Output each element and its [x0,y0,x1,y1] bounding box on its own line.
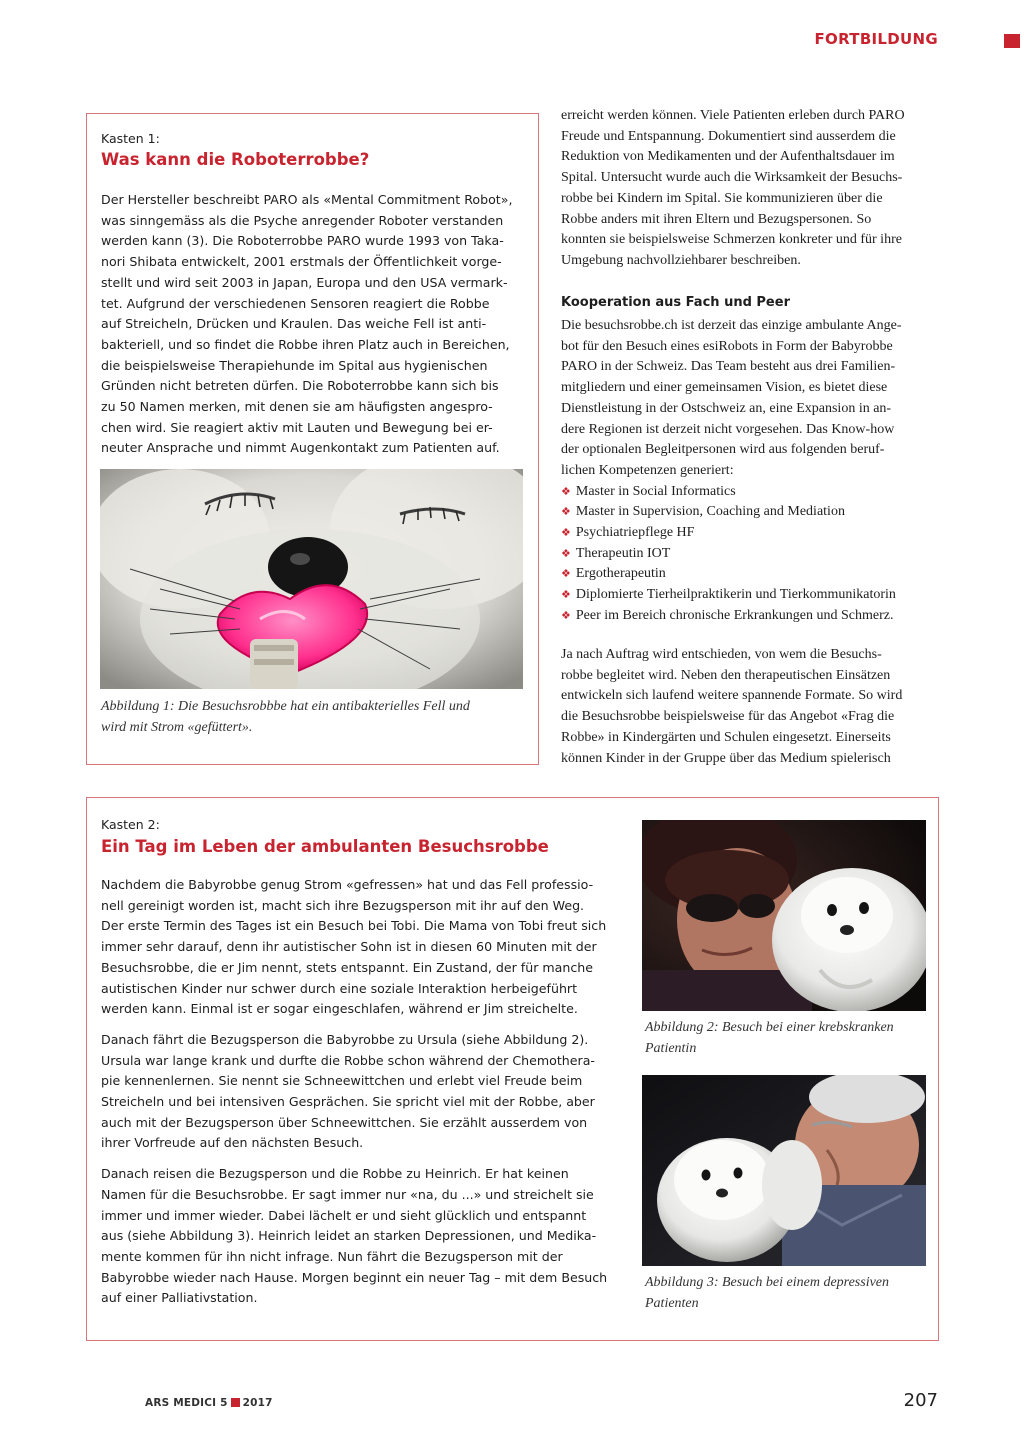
footer-square-icon [231,1398,240,1407]
list-item: ❖ Diplomierte Tierheilpraktikerin und Tierkommunikatorin [561,587,896,603]
caption-line: wird mit Strom «gefüttert». [101,719,253,735]
caption-line: Abbildung 3: Besuch bei einem depressiven [645,1275,890,1290]
text-line: Besuchsrobbe, die er Jim nennt, stets entspannt. Ein Zustand, der für manche [101,959,594,975]
right-column [561,106,937,272]
text-line: neuter Ansprache und nimmt Augenkontakt zum Patienten auf. [101,440,500,456]
text-line: Danach reisen die Bezugsperson und die Robbe zu Heinrich. Er hat keinen [101,1166,569,1182]
text-line: Babyrobbe wieder nach Hause. Morgen beginnt ein neuer Tag – mit dem Besuch [101,1269,608,1285]
text-line: werden kann. Einmal ist er sogar eingeschlafen, während er Jim streichelte. [101,1001,578,1017]
diamond-bullet-icon: ❖ [561,527,571,540]
text-line: der optionalen Begleitpersonen wird aus folgenden beruf- [561,442,885,458]
journal-name: ARS MEDICI 5 [145,1397,228,1409]
right-column-para3 [561,645,937,769]
text-line: Namen für die Besuchsrobbe. Er sagt immer nur «na, du ...» und streichelt sie [101,1186,594,1202]
text-line: konnten sie beispielsweise Schmerzen konkreter und für ihre [561,232,902,248]
caption-line: Abbildung 2: Besuch bei einer krebskranken [645,1020,894,1035]
text-line: bakteriell, und so findet die Robbe ihren Platz auch in Bereichen, [101,336,510,352]
figure2-image [642,820,926,1011]
text-line: Danach fährt die Bezugsperson die Babyrobbe zu Ursula (siehe Abbildung 2). [101,1031,589,1047]
text-line: Spital. Untersucht wurde auch die Wirksamkeit der Besuchs- [561,170,903,186]
figure2-caption [645,1018,931,1059]
text-line: Ja nach Auftrag wird entschieden, von wem die Besuchs- [561,647,882,662]
kasten1-label: Kasten 1: [101,131,160,146]
kasten2-label: Kasten 2: [101,817,160,832]
caption-line: Abbildung 1: Die Besuchsrobbbe hat ein antibakterielles Fell und [101,699,470,714]
corner-accent-square [1004,34,1020,48]
text-line: Die besuchsrobbe.ch ist derzeit das einzige ambulante Ange- [561,318,902,333]
text-line: chen wird. Sie reagiert aktiv mit Lauten und Bewegung bei er- [101,419,493,435]
figure3-image [642,1075,926,1266]
text-line: erreicht werden können. Viele Patienten erleben durch PARO [561,108,905,123]
text-line: Streicheln und bei intensiven Gesprächen. Sie spricht viel mit der Robbe, aber [101,1094,595,1110]
text-line: mente kommen für ihn nicht infrage. Nun fährt die Bezugsperson mit der [101,1248,563,1264]
text-line: lichen Kompetenzen generiert: [561,462,734,478]
text-line: Robbe» in Kindergärten und Schulen eingesetzt. Einerseits [561,729,891,745]
text-line: mitgliedern und einer gemeinsamen Vision, es bietet diese [561,380,888,396]
text-line: auf einer Palliativstation. [101,1290,258,1306]
kasten2-text [101,875,615,1309]
section-label: FORTBILDUNG [814,30,938,48]
text-line: zu 50 Namen merken, mit denen sie am häufigsten angespro- [101,399,493,415]
subheading: Kooperation aus Fach und Peer [561,295,790,310]
text-line: Der Hersteller beschreibt PARO als «Mental Commitment Robot», [101,192,513,207]
page-number: 207 [903,1390,938,1411]
list-item: ❖ Peer im Bereich chronische Erkrankungen und Schmerz. [561,607,894,623]
right-column-para2 [561,316,937,627]
figure3-caption [645,1273,931,1314]
text-line: PARO in der Schweiz. Das Team besteht aus drei Familien- [561,359,896,375]
text-line: pie kennenlernen. Sie nennt sie Schneewittchen und erlebt viel Freude beim [101,1073,583,1089]
journal-year: 2017 [242,1397,273,1409]
text-line: die beispielsweise Therapiehunde im Spital aus hygienischen [101,357,488,373]
figure1-caption [101,697,521,738]
text-line: Dienstleistung in der Ostschweiz an, eine Expansion in an- [561,400,892,416]
text-line: robbe begleitet wird. Neben den therapeutischen Einsätzen [561,667,891,683]
text-line: auch mit der Bezugsperson über Schneewittchen. Sie erzählt ausserdem von [101,1114,588,1130]
diamond-bullet-icon: ❖ [561,547,571,560]
text-line: stellt und wird seit 2003 in Japan, Europa und den USA vermark- [101,274,508,290]
diamond-bullet-icon: ❖ [561,609,571,622]
text-line: nori Shibata entwickelt, 2001 erstmals der Öffentlichkeit vorge- [101,254,502,270]
text-line: bot für den Besuch eines esiRobots in Form der Babyrobbe [561,338,893,354]
diamond-bullet-icon: ❖ [561,506,571,519]
text-line: Ursula war lange krank und durfte die Robbe schon während der Chemothera- [101,1052,595,1068]
text-line: ihrer Vorfreude auf den nächsten Besuch. [101,1135,364,1151]
footer-journal [145,1397,273,1409]
text-line: autistischen Kinder nur schwer durch eine soziale Interaktion herbeigeführt [101,980,578,996]
text-line: Umgebung nachvollziehbarer beschreiben. [561,252,801,268]
text-line: Der erste Termin des Tages ist ein Besuch bei Tobi. Die Mama von Tobi freut sich [101,918,607,934]
text-line: dere Regionen ist derzeit nicht vorgesehen. Das Know-how [561,421,895,437]
list-item: ❖ Master in Supervision, Coaching and Mediation [561,504,845,520]
diamond-bullet-icon: ❖ [561,589,571,602]
text-line: robbe bei Kindern im Spital. Sie kommunizieren über die [561,190,883,206]
list-item: ❖ Ergotherapeutin [561,566,666,582]
text-line: Freude und Entspannung. Dokumentiert sind ausserdem die [561,128,896,144]
text-line: können Kinder in der Gruppe über das Medium spielerisch [561,750,891,766]
text-line: Gründen nicht betreten dürfen. Die Roboterrobbe kann sich bis [101,378,499,394]
diamond-bullet-icon: ❖ [561,485,571,498]
kasten2-title: Ein Tag im Leben der ambulanten Besuchsrobbe [101,837,549,856]
competence-list [561,482,937,627]
text-line: Nachdem die Babyrobbe genug Strom «gefressen» hat und das Fell professio- [101,877,594,892]
caption-line: Patientin [645,1040,697,1056]
text-line: entwickeln sich laufend weitere spannende Formate. So wird [561,688,903,704]
caption-line: Patienten [645,1295,699,1311]
text-line: die Besuchsrobbe beispielsweise für das Angebot «Frag die [561,709,895,725]
text-line: Robbe anders mit ihren Eltern und Bezugspersonen. So [561,211,872,227]
kasten1-title: Was kann die Roboterrobbe? [101,150,370,169]
text-line: immer sehr darauf, denn ihr autistischer Sohn ist in diesen 60 Minuten mit der [101,939,597,955]
text-line: aus (siehe Abbildung 3). Heinrich leidet an starken Depressionen, und Medika- [101,1228,597,1244]
list-item: ❖ Therapeutin IOT [561,545,671,561]
list-item: ❖ Master in Social Informatics [561,483,736,499]
text-line: tet. Aufgrund der verschiedenen Sensoren reagiert die Robbe [101,295,490,311]
figure1-image [100,469,523,689]
text-line: werden kann (3). Die Roboterrobbe PARO wurde 1993 von Taka- [101,233,504,249]
text-line: Reduktion von Medikamenten und der Aufenthaltsdauer im [561,149,895,165]
text-line: immer und immer wieder. Dabei lächelt er und sieht glücklich und entspannt [101,1207,587,1223]
diamond-bullet-icon: ❖ [561,568,571,581]
text-line: auf Streicheln, Drücken und Kraulen. Das weiche Fell ist anti- [101,316,487,332]
text-line: nell gereinigt worden ist, macht sich ihre Bezugsperson mit ihr auf den Weg. [101,897,585,913]
list-item: ❖ Psychiatriepflege HF [561,525,695,541]
text-line: was sinngemäss als die Psyche anregender Roboter verstanden [101,212,504,228]
kasten1-text [101,190,521,459]
